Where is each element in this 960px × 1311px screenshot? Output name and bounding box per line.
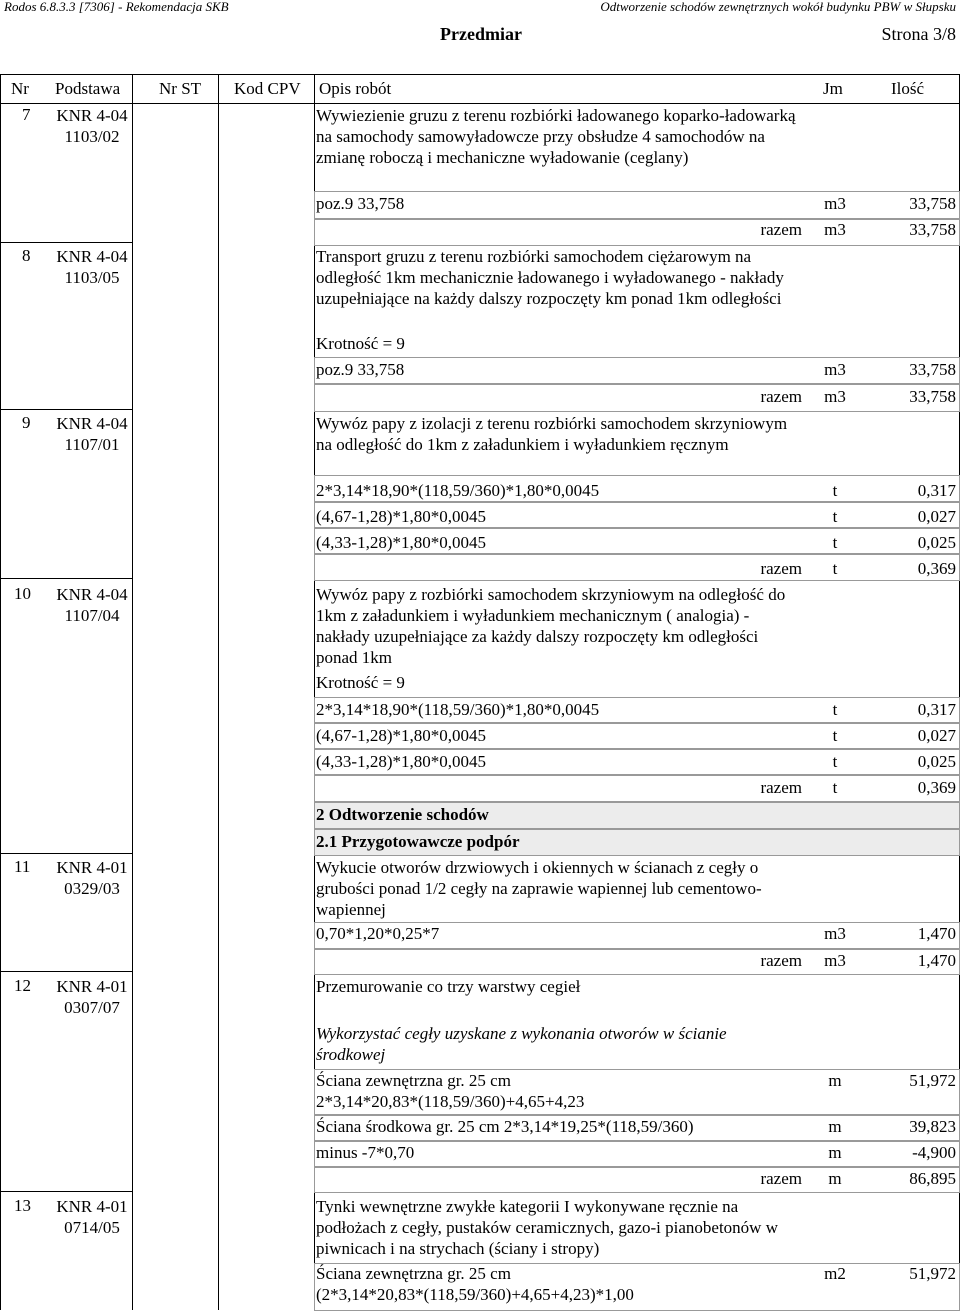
sum-label: razem — [760, 1169, 802, 1188]
row-nr: 9 — [22, 413, 31, 432]
measure-line: poz.9 33,758 — [316, 194, 405, 213]
unit: m3 — [824, 951, 846, 970]
row-nr: 12 — [14, 976, 31, 995]
section-heading: 2 Odtworzenie schodów — [316, 805, 489, 824]
row-nr: 11 — [14, 857, 31, 876]
unit: m2 — [824, 1264, 846, 1283]
col-divider — [132, 75, 133, 1310]
top-bar — [0, 0, 960, 14]
item-note: Wykorzystać cegły uzyskane z wykonania otworów w ścianie środkowej — [316, 1024, 727, 1064]
title-bar — [0, 24, 960, 46]
sum-quantity: 33,758 — [909, 387, 956, 406]
measure-line: minus -7*0,70 — [316, 1143, 415, 1162]
col-ilosc: Ilość — [891, 79, 925, 98]
row-nr: 8 — [22, 246, 31, 265]
measure-line: (4,67-1,28)*1,80*0,0045 — [316, 726, 486, 745]
measure-line: 0,70*1,20*0,25*7 — [316, 924, 440, 943]
col-jm: Jm — [823, 79, 843, 98]
quantity: 39,823 — [909, 1117, 956, 1136]
unit: t — [832, 726, 838, 745]
sum-label: razem — [760, 951, 802, 970]
measure-line: 2*3,14*18,90*(118,59/360)*1,80*0,0045 — [316, 481, 600, 500]
item-description: Wywóz papy z rozbiórki samochodem skrzyniowym na odległość do 1km z załadunkiem i wyładunkiem mechanicznym ( analogia) - nakłady uzupełniające za każdy dalszy rozpoczęty km odległości ponad 1km — [316, 585, 786, 667]
unit: t — [832, 507, 838, 526]
unit: m3 — [824, 360, 846, 379]
measure-line: 2*3,14*20,83*(118,59/360)+4,65+4,23 — [316, 1092, 585, 1111]
unit: m3 — [824, 387, 846, 406]
sum-quantity: 33,758 — [909, 220, 956, 239]
row-base: KNR 4-01 0307/07 — [56, 977, 128, 1017]
item-description: Transport gruzu z terenu rozbiórki samochodem ciężarowym na odległość 1km mechanicznie ładowanego i wyładowanego - nakłady uzupełniające na każdy dalszy rozpoczęty km ponad 1km odległości — [316, 247, 784, 308]
col-podstawa: Podstawa — [55, 79, 121, 98]
measure-line: poz.9 33,758 — [316, 360, 405, 379]
page-title: Przedmiar — [440, 24, 522, 44]
col-nr-st: Nr ST — [159, 79, 202, 98]
unit: t — [832, 481, 838, 500]
sum-label: razem — [760, 220, 802, 239]
measure-line: (4,33-1,28)*1,80*0,0045 — [316, 752, 486, 771]
measure-label: Ściana zewnętrzna gr. 25 cm — [316, 1264, 511, 1283]
unit: m — [828, 1169, 842, 1188]
quantity: -4,900 — [912, 1143, 956, 1162]
col-nr: Nr — [11, 79, 29, 98]
item-description: Przemurowanie co trzy warstwy cegieł — [316, 977, 581, 996]
item-description: Tynki wewnętrzne zwykłe kategorii I wykonywane ręcznie na podłożach z cegły, pustaków ceramicznych, gazo-i pianobetonów w piwnicach i na strychach (ściany i stropy) — [316, 1197, 778, 1258]
quantity: 0,025 — [917, 533, 956, 552]
quantity: 51,972 — [909, 1264, 956, 1283]
col-opis: Opis robót — [319, 79, 392, 98]
row-nr: 13 — [14, 1196, 31, 1215]
col-kod-cpv: Kod CPV — [234, 79, 301, 98]
unit: m — [828, 1071, 842, 1090]
row-nr: 7 — [22, 105, 31, 124]
subsection-heading: 2.1 Przygotowawcze podpór — [316, 832, 520, 851]
sum-label: razem — [760, 387, 802, 406]
item-description: Wywiezienie gruzu z terenu rozbiórki ładowanego koparko-ładowarką na samochody samowyładowcze przy obsłudze 4 samochodów na zmianę roboczą i mechaniczne wyładowanie (ceglany) — [316, 106, 796, 167]
quantity: 51,972 — [909, 1071, 956, 1090]
measure-line: Ściana środkowa gr. 25 cm 2*3,14*19,25*(118,59/360) — [316, 1117, 694, 1136]
item-description: Wykucie otworów drzwiowych i okiennych w ścianach z cegły o grubości ponad 1/2 cegły na zaprawie wapiennej lub cementowo-wapiennej — [316, 858, 762, 919]
quantity: 33,758 — [909, 360, 956, 379]
unit: m3 — [824, 220, 846, 239]
quantity: 0,317 — [917, 481, 956, 500]
table-header — [1, 75, 959, 104]
unit: t — [832, 533, 838, 552]
measure-line: (4,33-1,28)*1,80*0,0045 — [316, 533, 486, 552]
unit: m3 — [824, 924, 846, 943]
sum-quantity: 0,369 — [917, 559, 956, 578]
unit: t — [832, 778, 838, 797]
quantity: 0,317 — [917, 700, 956, 719]
quantity: 0,025 — [917, 752, 956, 771]
measure-line: (2*3,14*20,83*(118,59/360)+4,65+4,23)*1,00 — [316, 1285, 634, 1304]
col-divider — [218, 75, 219, 1310]
sum-quantity: 0,369 — [917, 778, 956, 797]
row-base: KNR 4-04 1107/01 — [56, 414, 128, 454]
sum-quantity: 86,895 — [909, 1169, 956, 1188]
unit: m3 — [824, 194, 846, 213]
unit: t — [832, 559, 838, 578]
row-nr: 10 — [14, 584, 31, 603]
measure-line: (4,67-1,28)*1,80*0,0045 — [316, 507, 486, 526]
multiplier: Krotność = 9 — [316, 334, 405, 353]
unit: m — [828, 1117, 842, 1136]
unit: t — [832, 700, 838, 719]
quantity: 1,470 — [917, 924, 956, 943]
row-base: KNR 4-04 1103/02 — [56, 106, 128, 146]
sum-quantity: 1,470 — [917, 951, 956, 970]
sum-label: razem — [760, 559, 802, 578]
page-number: Strona 3/8 — [881, 24, 956, 44]
row-base: KNR 4-04 1103/05 — [56, 247, 128, 287]
project-label: Odtworzenie schodów zewnętrznych wokół budynku PBW w Słupsku — [600, 0, 956, 14]
quantity: 0,027 — [917, 507, 956, 526]
measure-line: 2*3,14*18,90*(118,59/360)*1,80*0,0045 — [316, 700, 600, 719]
unit: m — [828, 1143, 842, 1162]
measure-label: Ściana zewnętrzna gr. 25 cm — [316, 1071, 511, 1090]
quantity: 33,758 — [909, 194, 956, 213]
sum-label: razem — [760, 778, 802, 797]
row-base: KNR 4-04 1107/04 — [56, 585, 128, 625]
quantity: 0,027 — [917, 726, 956, 745]
app-label: Rodos 6.8.3.3 [7306] - Rekomendacja SKB — [4, 0, 229, 14]
multiplier: Krotność = 9 — [316, 673, 405, 692]
row-base: KNR 4-01 0329/03 — [56, 858, 128, 898]
item-description: Wywóz papy z izolacji z terenu rozbiórki samochodem skrzyniowym na odległość do 1km z załadunkiem i wyładunkiem ręcznym — [316, 414, 788, 454]
unit: t — [832, 752, 838, 771]
row-base: KNR 4-01 0714/05 — [56, 1197, 128, 1237]
